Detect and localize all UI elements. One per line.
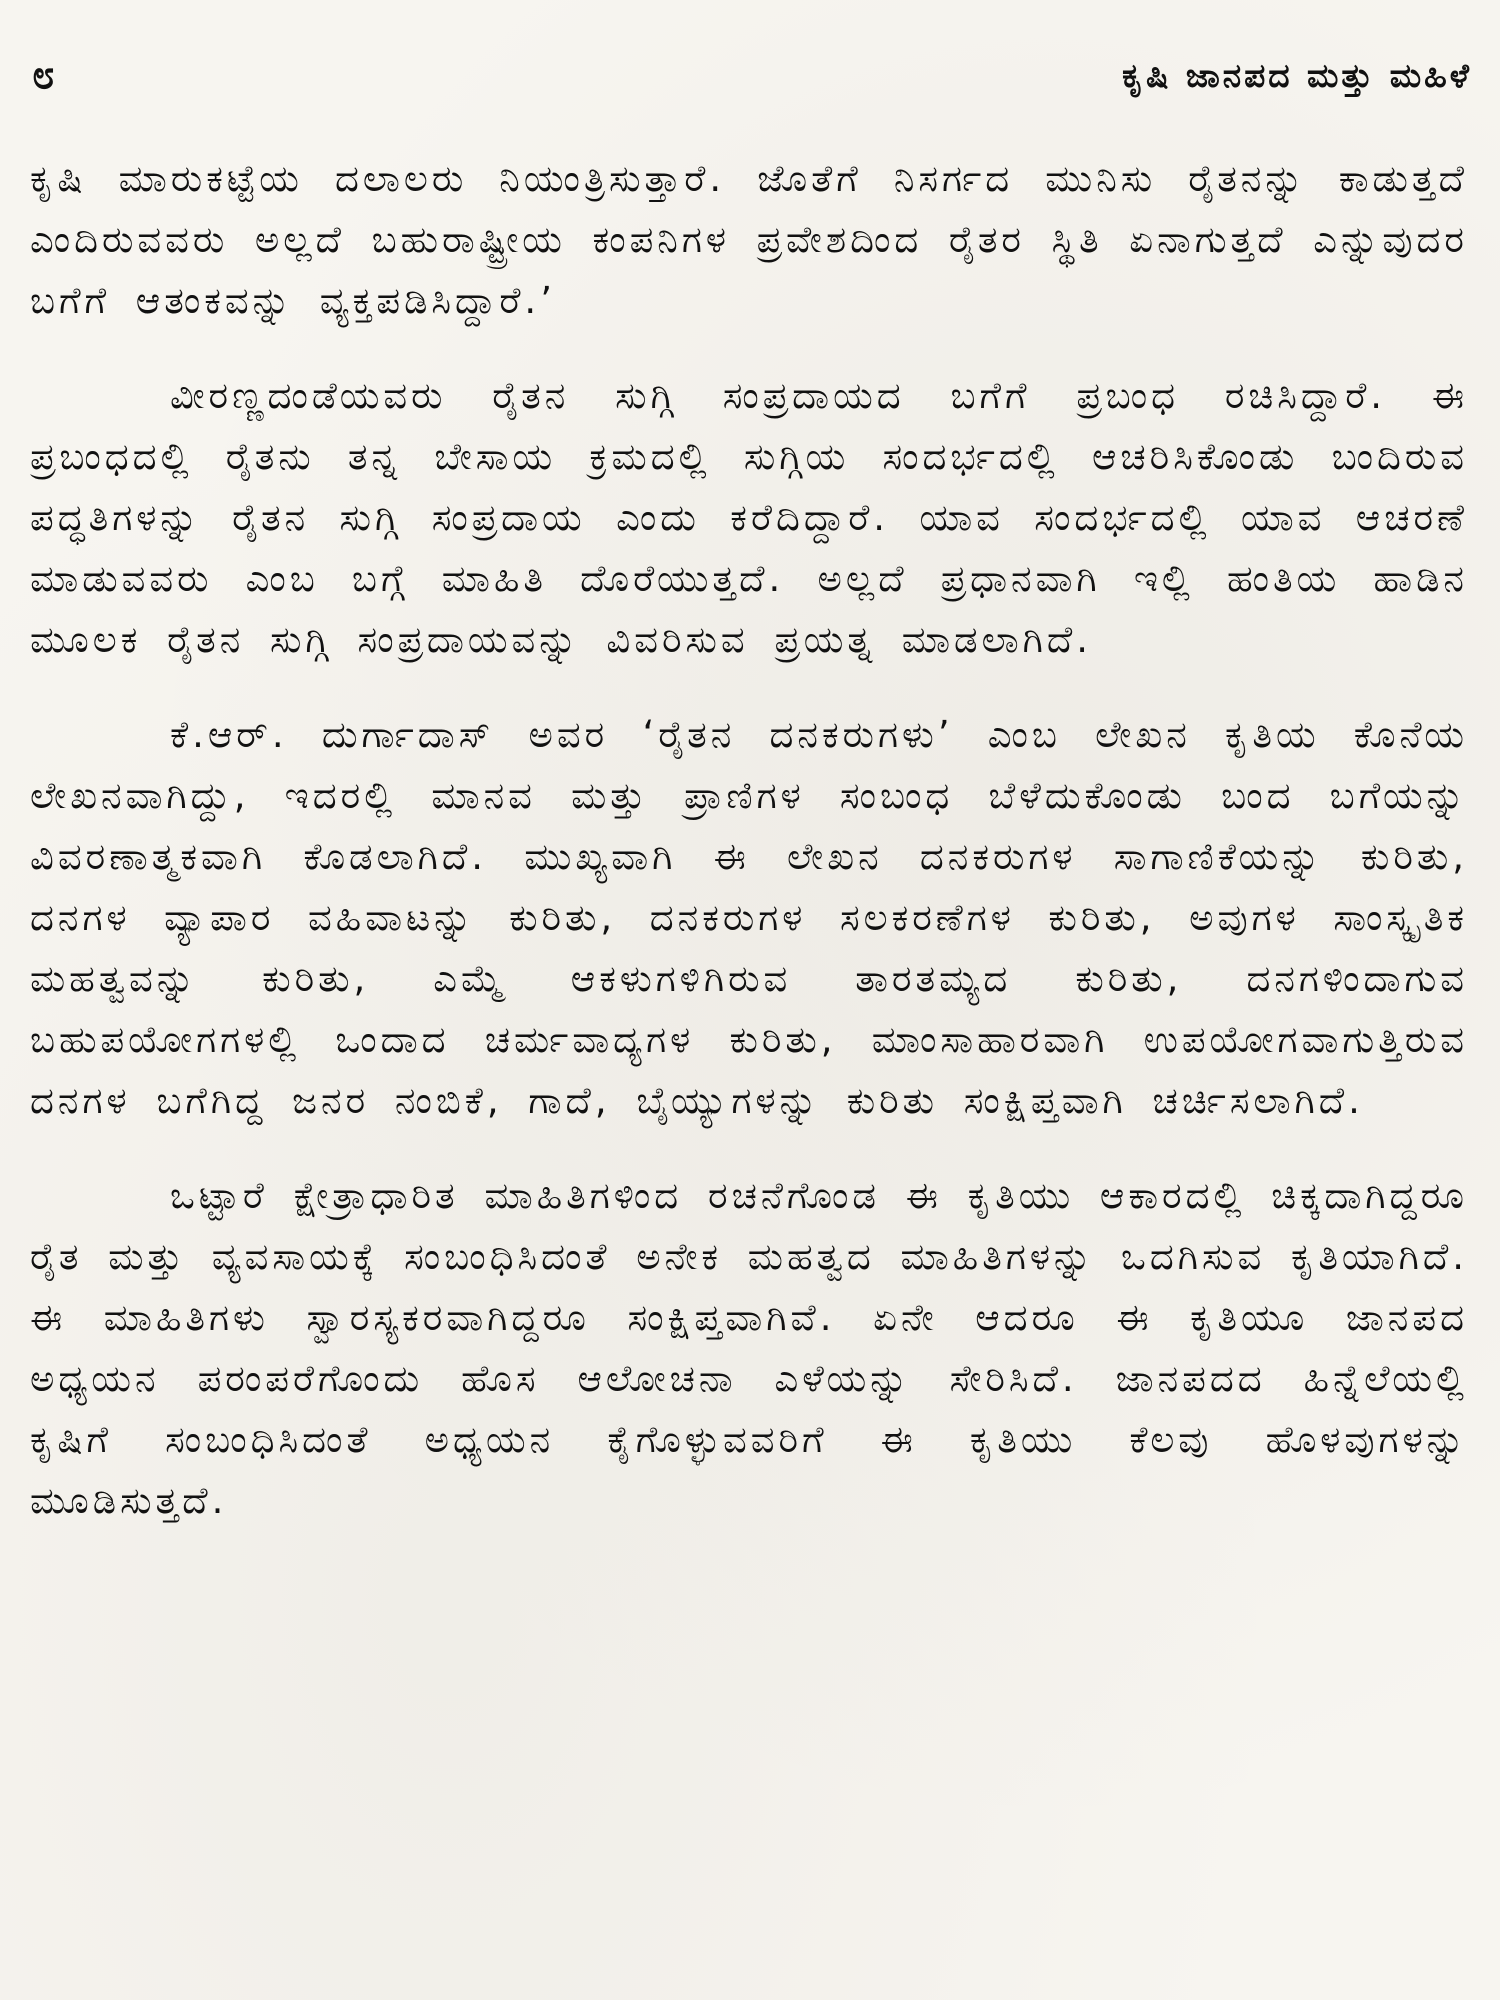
- body-text: [30, 148, 1468, 1565]
- paragraph: ಕೆ.ಆರ್. ದುರ್ಗಾದಾಸ್ ಅವರ ‘ರೈತನ ದನಕರುಗಳು’ ಎಂಬ ಲೇಖನ ಕೃತಿಯ ಕೊನೆಯ ಲೇಖನವಾಗಿದ್ದು, ಇದರಲ್ಲಿ ಮಾನವ ಮತ್ತು ಪ್ರಾಣಿಗಳ ಸಂಬಂಧ ಬೆಳೆದುಕೊಂಡು ಬಂದ ಬಗೆಯನ್ನು ವಿವರಣಾತ್ಮಕವಾಗಿ ಕೊಡಲಾಗಿದೆ. ಮುಖ್ಯವಾಗಿ ಈ ಲೇಖನ ದನಕರುಗಳ ಸಾಗಾಣಿಕೆಯನ್ನು ಕುರಿತು, ದನಗಳ ವ್ಯಾಪಾರ ವಹಿವಾಟನ್ನು ಕುರಿತು, ದನಕರುಗಳ ಸಲಕರಣೆಗಳ ಕುರಿತು, ಅವುಗಳ ಸಾಂಸ್ಕೃತಿಕ ಮಹತ್ವವನ್ನು ಕುರಿತು, ಎಮ್ಮೆ ಆಕಳುಗಳಿಗಿರುವ ತಾರತಮ್ಯದ ಕುರಿತು, ದನಗಳಿಂದಾಗುವ ಬಹುಪಯೋಗಗಳಲ್ಲಿ ಒಂದಾದ ಚರ್ಮವಾದ್ಯಗಳ ಕುರಿತು, ಮಾಂಸಾಹಾರವಾಗಿ ಉಪಯೋಗವಾಗುತ್ತಿರುವ ದನಗಳ ಬಗೆಗಿದ್ದ ಜನರ ನಂಬಿಕೆ, ಗಾದೆ, ಬೈಯ್ಯುಗಳನ್ನು ಕುರಿತು ಸಂಕ್ಷಿಪ್ತವಾಗಿ ಚರ್ಚಿಸಲಾಗಿದೆ.: [30, 713, 1468, 1122]
- page-number: ೮: [32, 52, 56, 98]
- page-header: [32, 52, 1472, 112]
- paragraph: ವೀರಣ್ಣದಂಡೆಯವರು ರೈತನ ಸುಗ್ಗಿ ಸಂಪ್ರದಾಯದ ಬಗೆಗೆ ಪ್ರಬಂಧ ರಚಿಸಿದ್ದಾರೆ. ಈ ಪ್ರಬಂಧದಲ್ಲಿ ರೈತನು ತನ್ನ ಬೇಸಾಯ ಕ್ರಮದಲ್ಲಿ ಸುಗ್ಗಿಯ ಸಂದರ್ಭದಲ್ಲಿ ಆಚರಿಸಿಕೊಂಡು ಬಂದಿರುವ ಪದ್ಧತಿಗಳನ್ನು ರೈತನ ಸುಗ್ಗಿ ಸಂಪ್ರದಾಯ ಎಂದು ಕರೆದಿದ್ದಾರೆ. ಯಾವ ಸಂದರ್ಭದಲ್ಲಿ ಯಾವ ಆಚರಣೆ ಮಾಡುವವರು ಎಂಬ ಬಗ್ಗೆ ಮಾಹಿತಿ ದೊರೆಯುತ್ತದೆ. ಅಲ್ಲದೆ ಪ್ರಧಾನವಾಗಿ ಇಲ್ಲಿ ಹಂತಿಯ ಹಾಡಿನ ಮೂಲಕ ರೈತನ ಸುಗ್ಗಿ ಸಂಪ್ರದಾಯವನ್ನು ವಿವರಿಸುವ ಪ್ರಯತ್ನ ಮಾಡಲಾಗಿದೆ.: [30, 374, 1468, 661]
- running-title: ಕೃಷಿ ಜಾನಪದ ಮತ್ತು ಮಹಿಳೆ: [1122, 56, 1472, 95]
- paragraph: ಒಟ್ಟಾರೆ ಕ್ಷೇತ್ರಾಧಾರಿತ ಮಾಹಿತಿಗಳಿಂದ ರಚನೆಗೊಂಡ ಈ ಕೃತಿಯು ಆಕಾರದಲ್ಲಿ ಚಿಕ್ಕದಾಗಿದ್ದರೂ ರೈತ ಮತ್ತು ವ್ಯವಸಾಯಕ್ಕೆ ಸಂಬಂಧಿಸಿದಂತೆ ಅನೇಕ ಮಹತ್ವದ ಮಾಹಿತಿಗಳನ್ನು ಒದಗಿಸುವ ಕೃತಿಯಾಗಿದೆ. ಈ ಮಾಹಿತಿಗಳು ಸ್ವಾರಸ್ಯಕರವಾಗಿದ್ದರೂ ಸಂಕ್ಷಿಪ್ತವಾಗಿವೆ. ಏನೇ ಆದರೂ ಈ ಕೃತಿಯೂ ಜಾನಪದ ಅಧ್ಯಯನ ಪರಂಪರೆಗೊಂದು ಹೊಸ ಆಲೋಚನಾ ಎಳೆಯನ್ನು ಸೇರಿಸಿದೆ. ಜಾನಪದದ ಹಿನ್ನೆಲೆಯಲ್ಲಿ ಕೃಷಿಗೆ ಸಂಬಂಧಿಸಿದಂತೆ ಅಧ್ಯಯನ ಕೈಗೊಳ್ಳುವವರಿಗೆ ಈ ಕೃತಿಯು ಕೆಲವು ಹೊಳವುಗಳನ್ನು ಮೂಡಿಸುತ್ತದೆ.: [30, 1174, 1468, 1522]
- paragraph-continued: ಕೃಷಿ ಮಾರುಕಟ್ಟೆಯ ದಲಾಲರು ನಿಯಂತ್ರಿಸುತ್ತಾರೆ. ಜೊತೆಗೆ ನಿಸರ್ಗದ ಮುನಿಸು ರೈತನನ್ನು ಕಾಡುತ್ತದೆ ಎಂದಿರುವವರು ಅಲ್ಲದೆ ಬಹುರಾಷ್ಟ್ರೀಯ ಕಂಪನಿಗಳ ಪ್ರವೇಶದಿಂದ ರೈತರ ಸ್ಥಿತಿ ಏನಾಗುತ್ತದೆ ಎನ್ನುವುದರ ಬಗೆಗೆ ಆತಂಕವನ್ನು ವ್ಯಕ್ತಪಡಿಸಿದ್ದಾರೆ.’: [30, 157, 1468, 322]
